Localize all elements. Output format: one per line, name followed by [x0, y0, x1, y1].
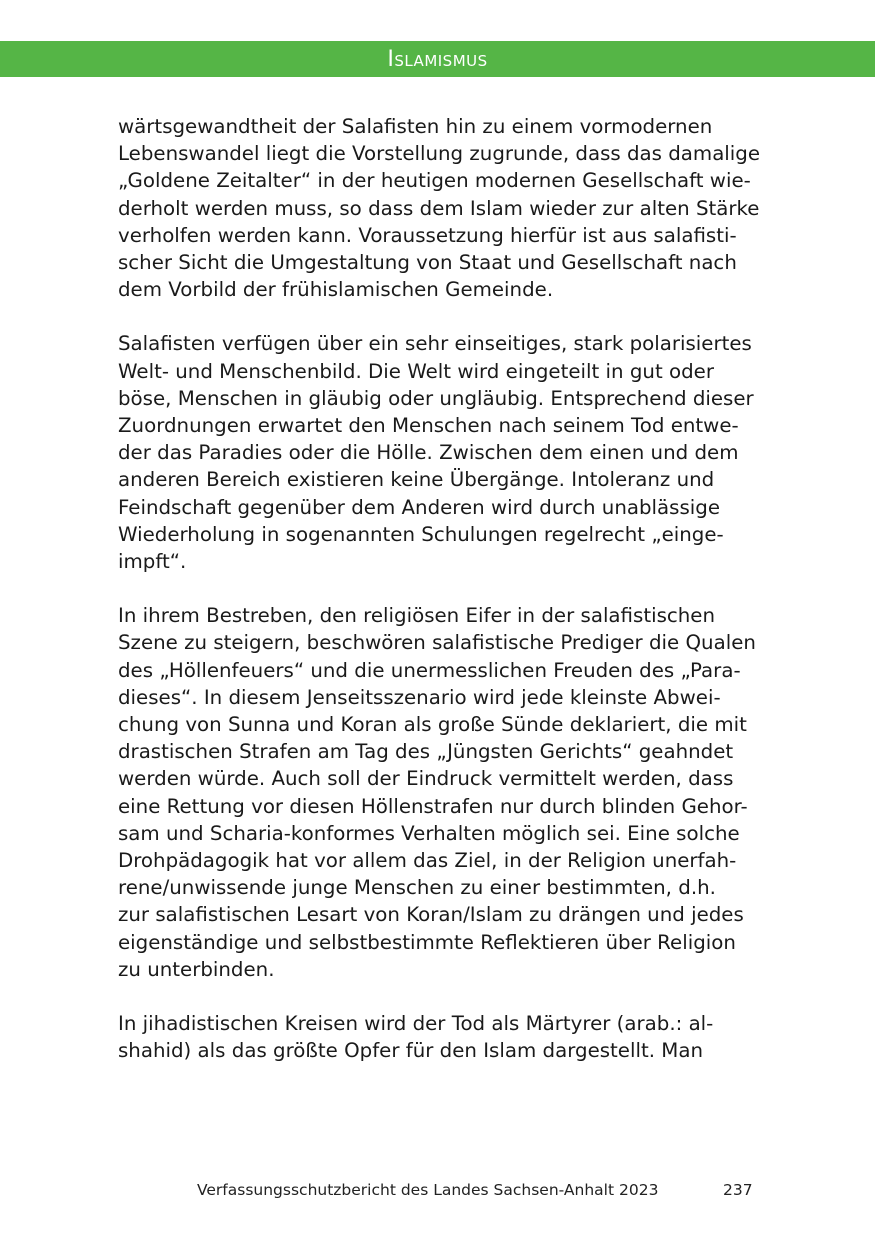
text-line: dem Vorbild der frühislamischen Gemeinde. [118, 278, 554, 302]
text-line: eigenständige und selbstbestimmte Reflektieren über Religion [118, 930, 736, 954]
text-line: „Goldene Zeitalter“ in der heutigen modernen Gesellschaft wie- [118, 169, 751, 193]
text-line: wärtsgewandtheit der Salafisten hin zu einem vormodernen [118, 115, 713, 138]
text-line: zu unterbinden. [118, 957, 275, 981]
text-line: zur salafistischen Lesart von Koran/Islam zu drängen und jedes [118, 903, 744, 927]
text-line: des „Höllenfeuers“ und die unermesslichen Freuden des „Para- [118, 658, 741, 682]
text-line: chung von Sunna und Koran als große Sünde deklariert, die mit [118, 713, 747, 737]
text-line: anderen Bereich existieren keine Übergänge. Intoleranz und [118, 468, 715, 492]
text-line: Salafisten verfügen über ein sehr einseitiges, stark polarisiertes [118, 332, 752, 356]
text-line: impft“. [118, 550, 187, 574]
text-line: Welt- und Menschenbild. Die Welt wird eingeteilt in gut oder [118, 359, 714, 383]
text-line: In jihadistischen Kreisen wird der Tod als Märtyrer (arab.: al- [118, 1012, 714, 1036]
paragraph-1 [118, 113, 761, 303]
text-line: der das Paradies oder die Hölle. Zwischen dem einen und dem [118, 441, 739, 465]
text-line: sam und Scharia-konformes Verhalten möglich sei. Eine solche [118, 821, 740, 845]
body-text [118, 113, 761, 1092]
text-line: scher Sicht die Umgestaltung von Staat und Gesellschaft nach [118, 251, 737, 275]
text-line: drastischen Strafen am Tag des „Jüngsten Gerichts“ geahndet [118, 740, 734, 764]
text-line: Drohpädagogik hat vor allem das Ziel, in der Religion unerfah- [118, 849, 737, 873]
paragraph-3 [118, 602, 758, 983]
text-line: eine Rettung vor diesen Höllenstrafen nur durch blinden Gehor- [118, 794, 748, 818]
text-line: Wiederholung in sogenannten Schulungen regelrecht „einge- [118, 522, 724, 546]
text-line: derholt werden muss, so dass dem Islam wieder zur alten Stärke [118, 196, 760, 220]
text-line: Lebenswandel liegt die Vorstellung zugrunde, dass das damalige [118, 142, 761, 166]
paragraph-2 [118, 330, 758, 575]
text-line: dieses“. In diesem Jenseitsszenario wird jede kleinste Abwei- [118, 685, 721, 709]
text-line: shahid) als das größte Opfer für den Islam dargestellt. Man [118, 1039, 704, 1063]
page-footer [0, 1181, 875, 1205]
footer-publication-title: Verfassungsschutzbericht des Landes Sachsen-Anhalt 2023 [197, 1181, 659, 1199]
text-line: Szene zu steigern, beschwören salafistische Prediger die Qualen [118, 631, 756, 655]
text-line: werden würde. Auch soll der Eindruck vermittelt werden, dass [118, 767, 734, 791]
text-line: In ihrem Bestreben, den religiösen Eifer in der salafistischen [118, 604, 716, 628]
paragraph-4 [118, 1010, 758, 1064]
text-line: verholfen werden kann. Voraussetzung hierfür ist aus salafisti- [118, 223, 737, 247]
text-line: Zuordnungen erwartet den Menschen nach seinem Tod entwe- [118, 414, 739, 438]
page-number: 237 [723, 1181, 753, 1199]
text-line: rene/unwissende junge Menschen zu einer bestimmten, d.h. [118, 876, 716, 900]
text-line: böse, Menschen in gläubig oder ungläubig. Entsprechend dieser [118, 386, 754, 410]
text-line: Feindschaft gegenüber dem Anderen wird durch unablässige [118, 495, 721, 519]
section-title: Islamismus [387, 47, 488, 72]
